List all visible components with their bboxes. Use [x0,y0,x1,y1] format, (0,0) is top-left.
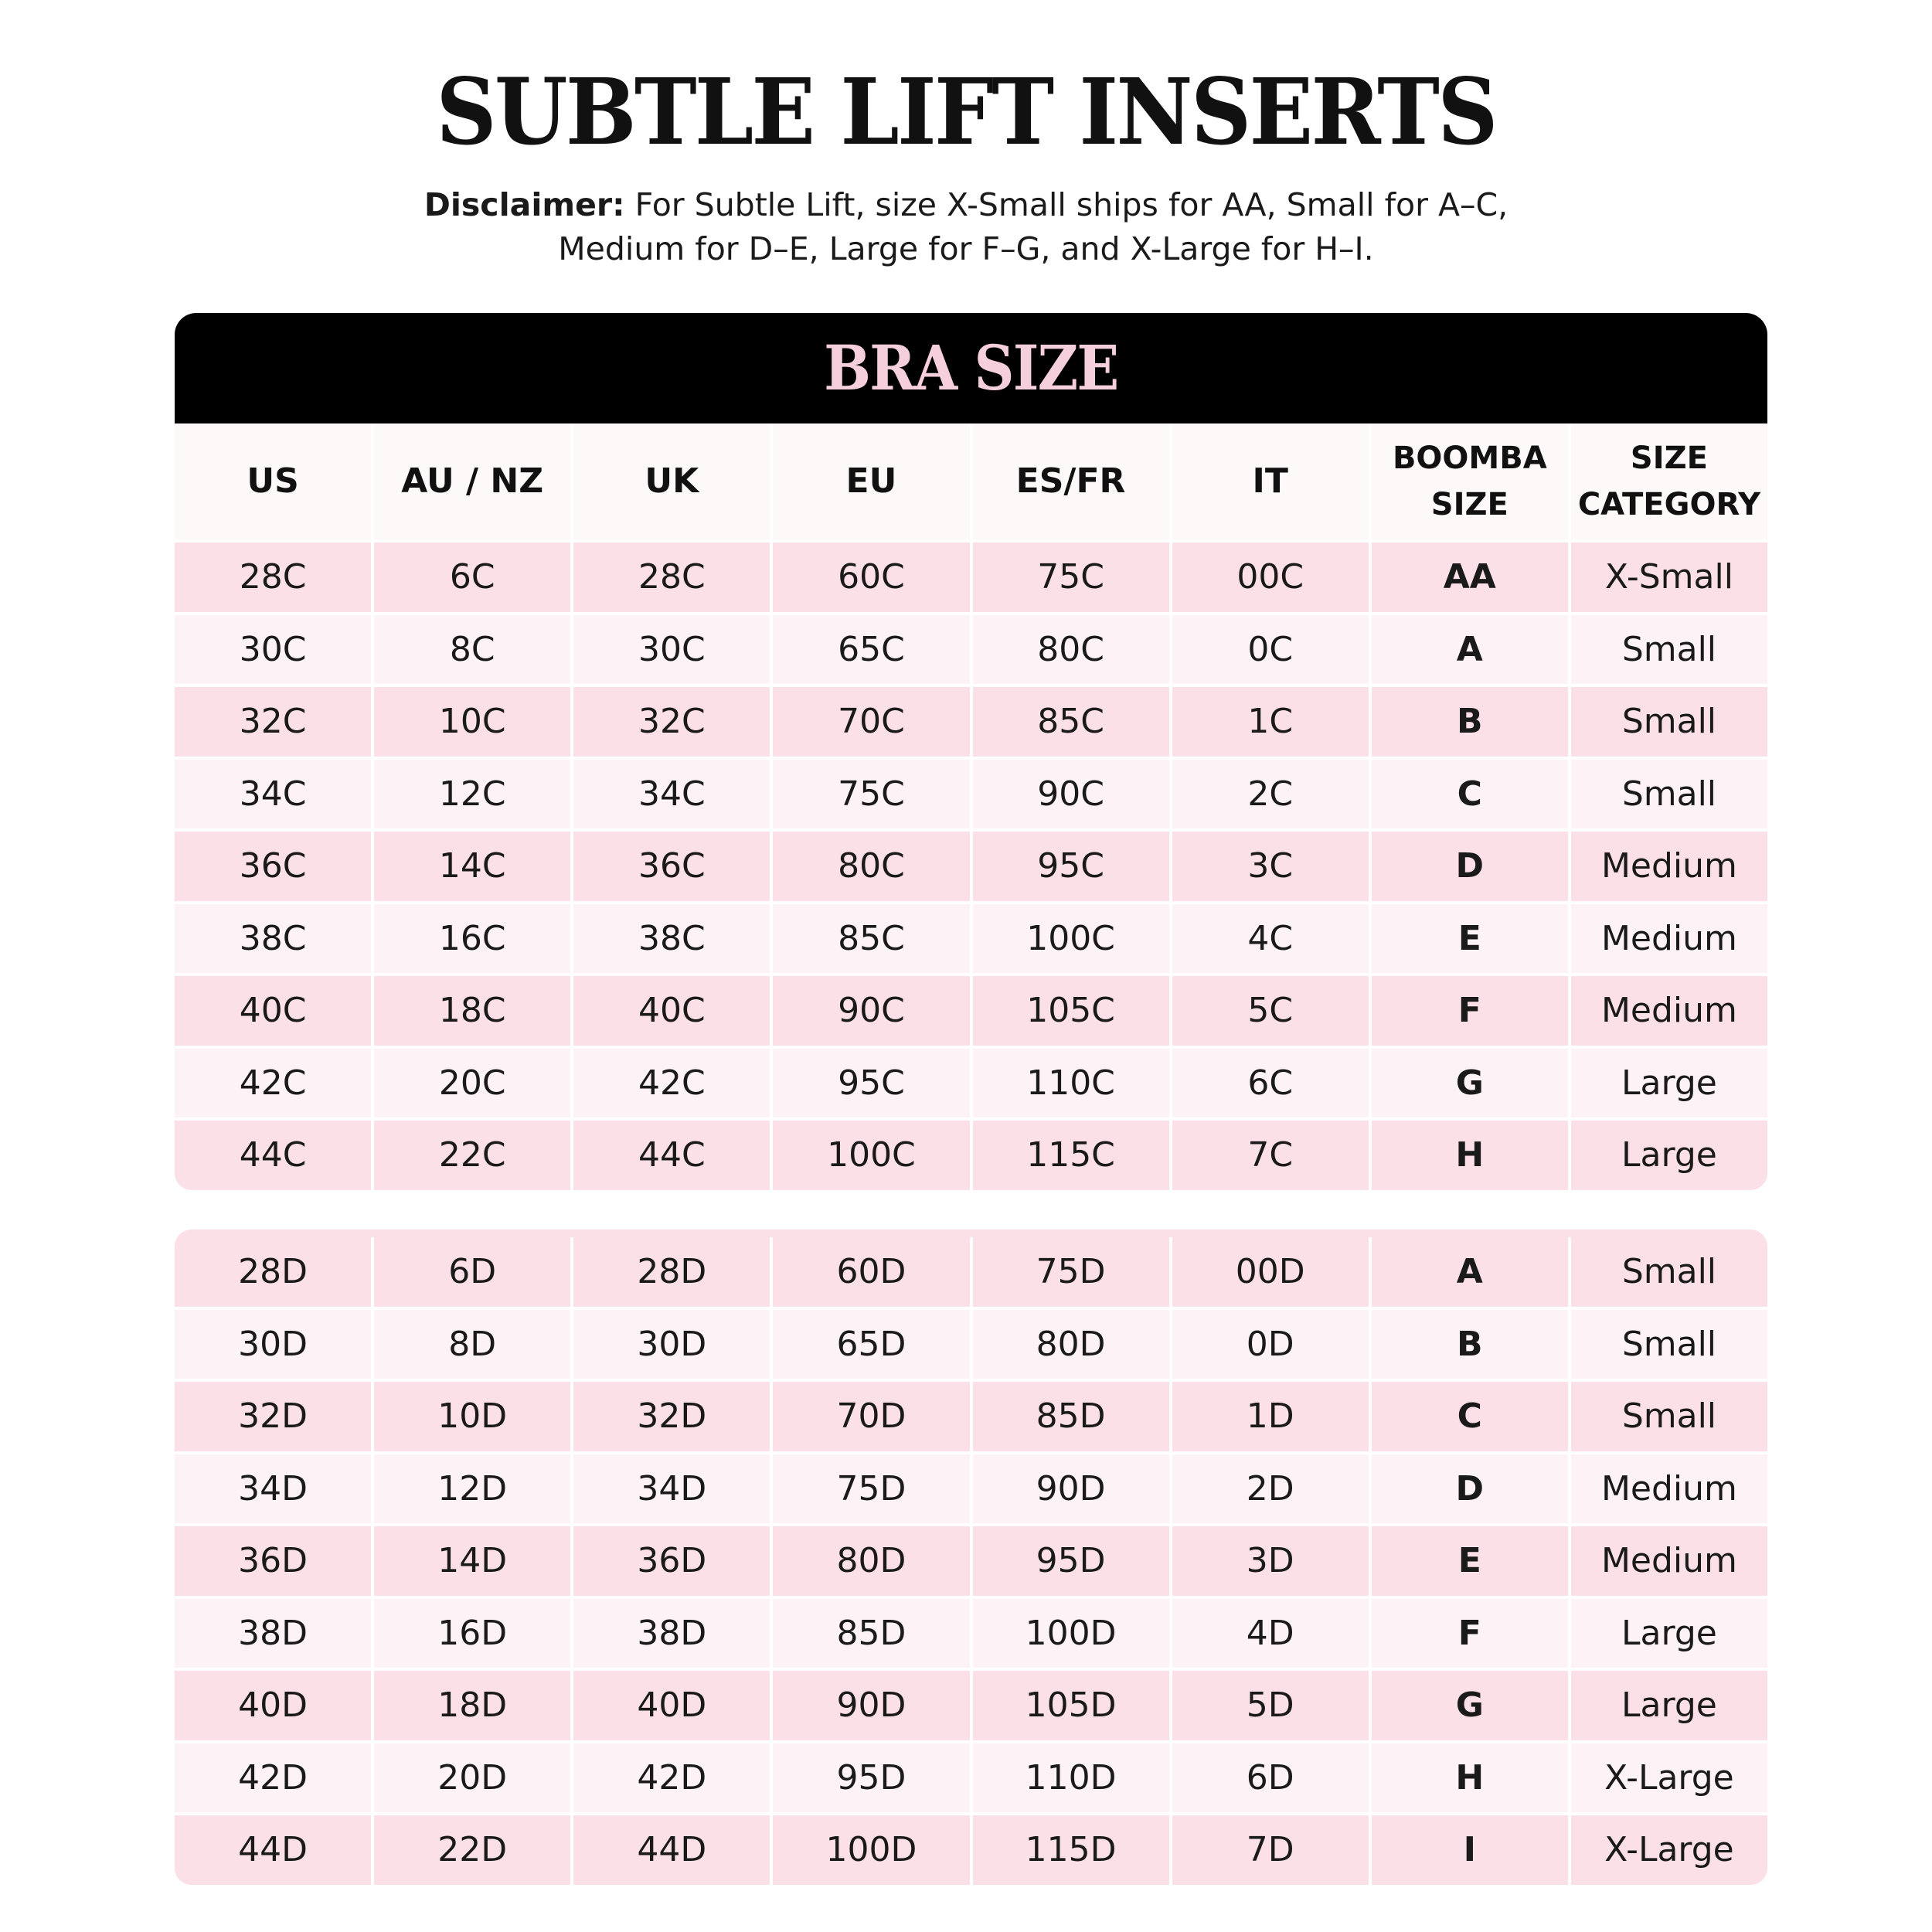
table-cell: 42D [570,1743,770,1813]
table-cell: A [1369,1237,1568,1307]
table-cell: Small [1568,687,1767,757]
table-cell: 30D [238,1324,308,1364]
table-cell: 7C [1169,1121,1369,1190]
table-cell: 100D [970,1599,1169,1668]
table-cell: 12C [371,760,570,829]
table-cell: 85C [970,687,1169,757]
table-cell: 85C [770,904,969,974]
table-cell: 3C [1169,832,1369,901]
table-cell: 8C [371,615,570,685]
bra-size-banner-text: BRA SIZE [824,332,1118,404]
table-cell: 36D [238,1541,308,1581]
table-cell: 70C [770,687,969,757]
header-es-fr: ES/FR [970,423,1169,539]
disclaimer-label: Disclaimer: [423,186,625,223]
disclaimer [309,183,1623,271]
table-row [175,1379,1767,1451]
table-cell: 44C [570,1121,770,1190]
table-cell: 12D [371,1454,570,1524]
table-cell: 18C [371,976,570,1046]
table-cell: 90D [970,1454,1169,1524]
table-cell: 110D [970,1743,1169,1813]
table-cell: Medium [1568,832,1767,901]
table-cell: 6C [1169,1049,1369,1118]
table-cell: 75D [970,1237,1169,1307]
table-cell: 105C [970,976,1169,1046]
table-cell: 10C [371,687,570,757]
table-cell: 20D [371,1743,570,1813]
table-cell: 80C [770,832,969,901]
table-cell: 14D [371,1526,570,1596]
table-cell: Small [1568,760,1767,829]
table-cell: 5C [1169,976,1369,1046]
table-cell: C [1369,760,1568,829]
size-table-c-cup [175,313,1767,1190]
table-cell: 65C [770,615,969,685]
table-cell: 4D [1169,1599,1369,1668]
table-cell: B [1369,687,1568,757]
table-cell: X-Small [1568,543,1767,612]
table-row [175,1237,1767,1307]
table-cell: 18D [371,1671,570,1740]
table-row [175,612,1767,685]
table-cell: Small [1568,615,1767,685]
page-title: SUBTLE LIFT INSERTS [436,58,1496,165]
header-it: IT [1169,423,1369,539]
table-cell: 38C [570,904,770,974]
table-cell: Medium [1568,1526,1767,1596]
table-cell: 0C [1169,615,1369,685]
table-cell: 30D [570,1310,770,1379]
table-cell: 2C [1169,760,1369,829]
table-cell: I [1369,1815,1568,1885]
table-cell: B [1369,1310,1568,1379]
table-cell: 90C [770,976,969,1046]
table-cell: 34D [238,1468,308,1509]
table-cell: 36C [239,846,307,886]
header-size-category: SIZE CATEGORY [1568,423,1767,539]
header-eu: EU [770,423,969,539]
table-cell: 115C [970,1121,1169,1190]
table-cell: 42D [238,1757,308,1798]
table-row [175,684,1767,757]
table-cell: Large [1568,1121,1767,1190]
table-cell: 80C [970,615,1169,685]
table-cell: 95D [970,1526,1169,1596]
header-us: US [247,461,299,501]
table-cell: 28C [239,557,307,597]
table-cell: 1D [1169,1382,1369,1451]
header-au-nz: AU / NZ [371,423,570,539]
table-cell: 75D [770,1454,969,1524]
table-cell: 4C [1169,904,1369,974]
table-cell: 22D [371,1815,570,1885]
table-body-c [175,539,1767,1190]
table-cell: C [1369,1382,1568,1451]
table-cell: AA [1369,543,1568,612]
table-cell: 42C [239,1063,307,1103]
table-cell: Large [1568,1599,1767,1668]
table-row [175,1812,1767,1885]
table-cell: 100C [970,904,1169,974]
table-row [175,1668,1767,1740]
table-row [175,1523,1767,1596]
header-uk: UK [570,423,770,539]
table-cell: 34C [570,760,770,829]
table-cell: 14C [371,832,570,901]
table-cell: 90C [970,760,1169,829]
disclaimer-text-line1: For Subtle Lift, size X-Small ships for AA, Small for A–C, [634,186,1509,223]
table-cell: 38C [239,918,307,958]
table-cell: 30C [570,615,770,685]
table-cell: 42C [570,1049,770,1118]
table-cell: 34C [239,774,307,814]
table-cell: G [1369,1049,1568,1118]
table-cell: Small [1568,1382,1767,1451]
table-cell: H [1369,1121,1568,1190]
table-cell: 100D [770,1815,969,1885]
table-cell: 22C [371,1121,570,1190]
table-cell: 75C [770,760,969,829]
table-row [175,1307,1767,1379]
table-cell: 95C [770,1049,969,1118]
table-cell: 38D [238,1613,308,1653]
table-row [175,1046,1767,1118]
table-cell: 20C [371,1049,570,1118]
table-cell: 16C [371,904,570,974]
table-body-d [175,1230,1767,1885]
table-cell: 44C [239,1135,307,1175]
table-cell: 32D [570,1382,770,1451]
table-cell: 34D [570,1454,770,1524]
table-cell: 16D [371,1599,570,1668]
table-cell: 36D [570,1526,770,1596]
table-cell: 5D [1169,1671,1369,1740]
table-cell: 40D [570,1671,770,1740]
table-cell: F [1369,976,1568,1046]
table-cell: 32D [238,1396,308,1437]
table-cell: 90D [770,1671,969,1740]
size-table-d-cup [175,1230,1767,1885]
table-cell: 28C [570,543,770,612]
table-cell: D [1369,832,1568,901]
table-cell: Large [1568,1049,1767,1118]
table-cell: 00C [1169,543,1369,612]
table-row [175,1596,1767,1668]
table-cell: 6D [371,1237,570,1307]
table-cell: 0D [1169,1310,1369,1379]
table-cell: Medium [1568,1454,1767,1524]
table-row [175,1740,1767,1813]
table-cell: 105D [970,1671,1169,1740]
table-cell: E [1369,904,1568,974]
table-row [175,973,1767,1046]
table-cell: 75C [970,543,1169,612]
table-cell: X-Large [1568,1743,1767,1813]
table-row [175,1117,1767,1190]
table-row [175,901,1767,974]
table-cell: 28D [238,1252,308,1292]
table-cell: 3D [1169,1526,1369,1596]
table-cell: Small [1568,1237,1767,1307]
table-cell: 6C [371,543,570,612]
table-cell: 32C [570,687,770,757]
table-cell: 40D [238,1685,308,1726]
table-cell: 30C [239,629,307,669]
table-cell: F [1369,1599,1568,1668]
table-cell: 00D [1169,1237,1369,1307]
table-cell: 6D [1169,1743,1369,1813]
table-cell: 38D [570,1599,770,1668]
table-cell: X-Large [1568,1815,1767,1885]
table-cell: 10D [371,1382,570,1451]
table-cell: 44D [570,1815,770,1885]
table-cell: 40C [570,976,770,1046]
table-cell: 80D [970,1310,1169,1379]
table-cell: 1C [1169,687,1369,757]
table-cell: G [1369,1671,1568,1740]
table-cell: 44D [238,1830,308,1870]
table-row [175,828,1767,901]
table-cell: 85D [970,1382,1169,1451]
table-cell: 95C [970,832,1169,901]
table-cell: A [1369,615,1568,685]
table-cell: 32C [239,702,307,742]
table-row [175,757,1767,829]
table-cell: E [1369,1526,1568,1596]
table-cell: 115D [970,1815,1169,1885]
disclaimer-text-line2: Medium for D–E, Large for F–G, and X-Large for H–I. [558,230,1374,267]
table-row [175,1451,1767,1524]
table-cell: 36C [570,832,770,901]
table-header-row [175,423,1767,539]
table-cell: 60C [770,543,969,612]
table-row [175,539,1767,612]
table-cell: 85D [770,1599,969,1668]
table-cell: D [1369,1454,1568,1524]
table-cell: Small [1568,1310,1767,1379]
bra-size-banner [175,313,1767,423]
table-cell: 70D [770,1382,969,1451]
table-cell: 7D [1169,1815,1369,1885]
table-cell: 110C [970,1049,1169,1118]
table-cell: 40C [239,991,307,1031]
table-cell: 80D [770,1526,969,1596]
table-cell: Medium [1568,904,1767,974]
table-cell: Large [1568,1671,1767,1740]
table-cell: 95D [770,1743,969,1813]
table-cell: 60D [770,1237,969,1307]
table-cell: H [1369,1743,1568,1813]
table-cell: 28D [570,1237,770,1307]
table-cell: 8D [371,1310,570,1379]
table-cell: 65D [770,1310,969,1379]
table-cell: Medium [1568,976,1767,1046]
table-cell: 2D [1169,1454,1369,1524]
table-cell: 100C [770,1121,969,1190]
header-boomba-size: BOOMBA SIZE [1369,423,1568,539]
